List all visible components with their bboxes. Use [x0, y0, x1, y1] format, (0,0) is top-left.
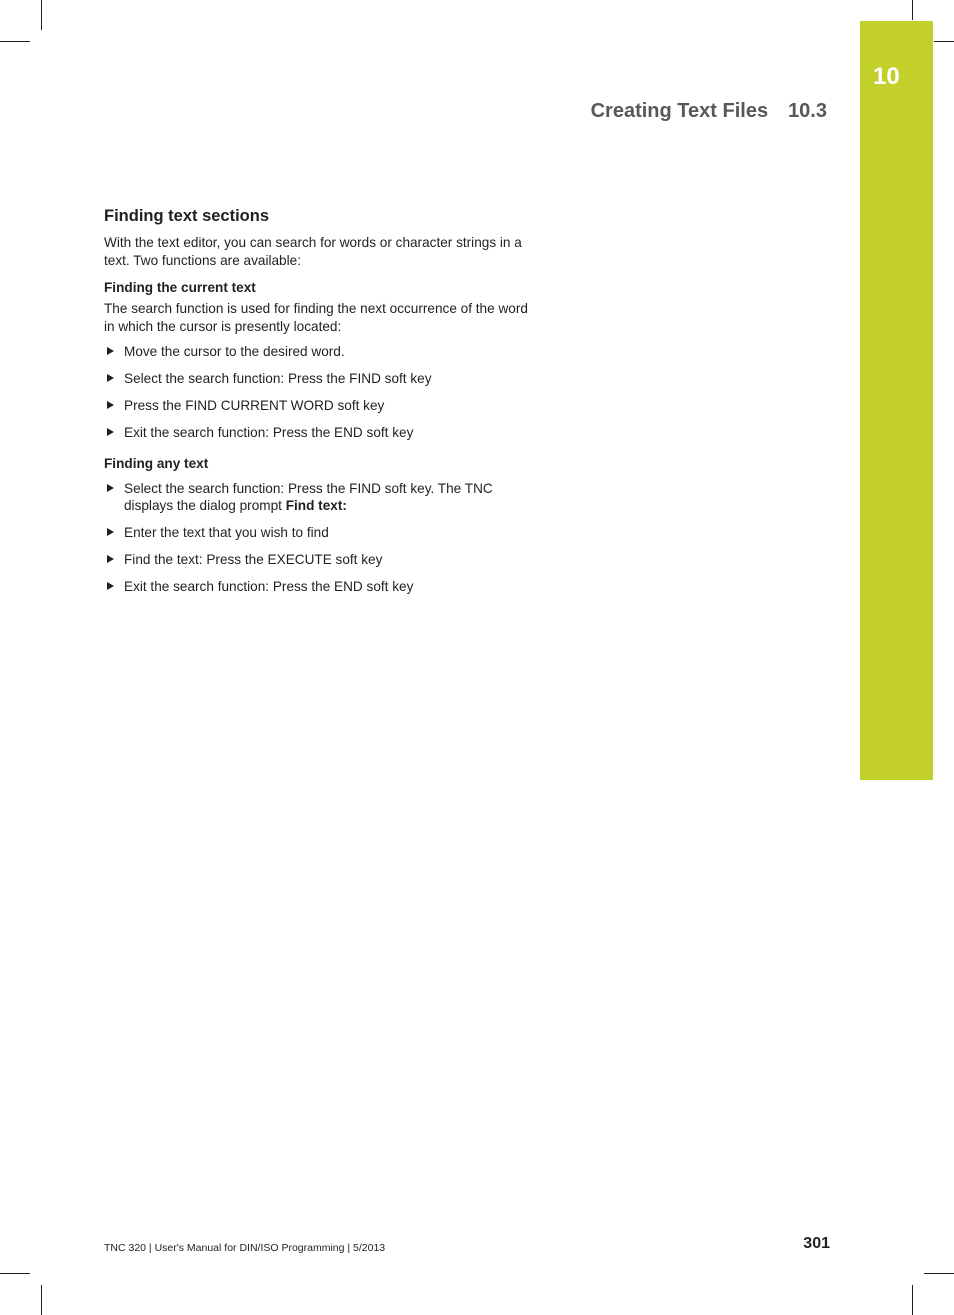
triangle-bullet-icon	[107, 347, 114, 355]
current-text-steps	[104, 343, 534, 441]
intro-paragraph: With the text editor, you can search for words or character strings in a text. Two functions are available:	[104, 235, 522, 268]
triangle-bullet-icon	[107, 374, 114, 382]
crop-mark	[0, 41, 30, 42]
list-item: Exit the search function: Press the END soft key	[104, 424, 534, 441]
section-number: 10.3	[788, 100, 827, 122]
list-item: Find the text: Press the EXECUTE soft key	[104, 551, 534, 568]
page-heading: Finding text sections	[104, 207, 270, 225]
triangle-bullet-icon	[107, 428, 114, 436]
triangle-bullet-icon	[107, 582, 114, 590]
list-item: Select the search function: Press the FIND soft key. The TNC displays the dialog prompt Find text:	[104, 480, 534, 514]
list-item: Move the cursor to the desired word.	[104, 343, 534, 360]
crop-mark	[934, 41, 954, 42]
subheading-any-text: Finding any text	[104, 456, 209, 471]
subheading-current-text: Finding the current text	[104, 280, 256, 295]
page-number: 301	[803, 1235, 830, 1252]
section-title: Creating Text Files	[590, 100, 769, 122]
any-text-steps	[104, 480, 534, 595]
crop-mark	[912, 1285, 913, 1315]
crop-mark	[924, 1273, 954, 1274]
running-header	[591, 98, 827, 124]
chapter-number: 10	[873, 63, 900, 90]
crop-mark	[41, 1285, 42, 1315]
list-item: Press the FIND CURRENT WORD soft key	[104, 397, 534, 414]
chapter-tab	[860, 21, 933, 780]
list-item: Exit the search function: Press the END soft key	[104, 578, 534, 595]
dialog-prompt: Find text:	[285, 498, 347, 513]
main-content	[104, 205, 534, 595]
triangle-bullet-icon	[107, 555, 114, 563]
crop-mark	[912, 0, 913, 20]
crop-mark	[41, 0, 42, 30]
crop-mark	[0, 1273, 30, 1274]
triangle-bullet-icon	[107, 401, 114, 409]
list-item: Select the search function: Press the FIND soft key	[104, 370, 534, 387]
footer-text: TNC 320 | User's Manual for DIN/ISO Programming | 5/2013	[104, 1242, 386, 1254]
triangle-bullet-icon	[107, 528, 114, 536]
list-item: Enter the text that you wish to find	[104, 524, 534, 541]
triangle-bullet-icon	[107, 484, 114, 492]
current-text-description: The search function is used for finding the next occurrence of the word in which the cursor is presently located:	[104, 301, 528, 334]
